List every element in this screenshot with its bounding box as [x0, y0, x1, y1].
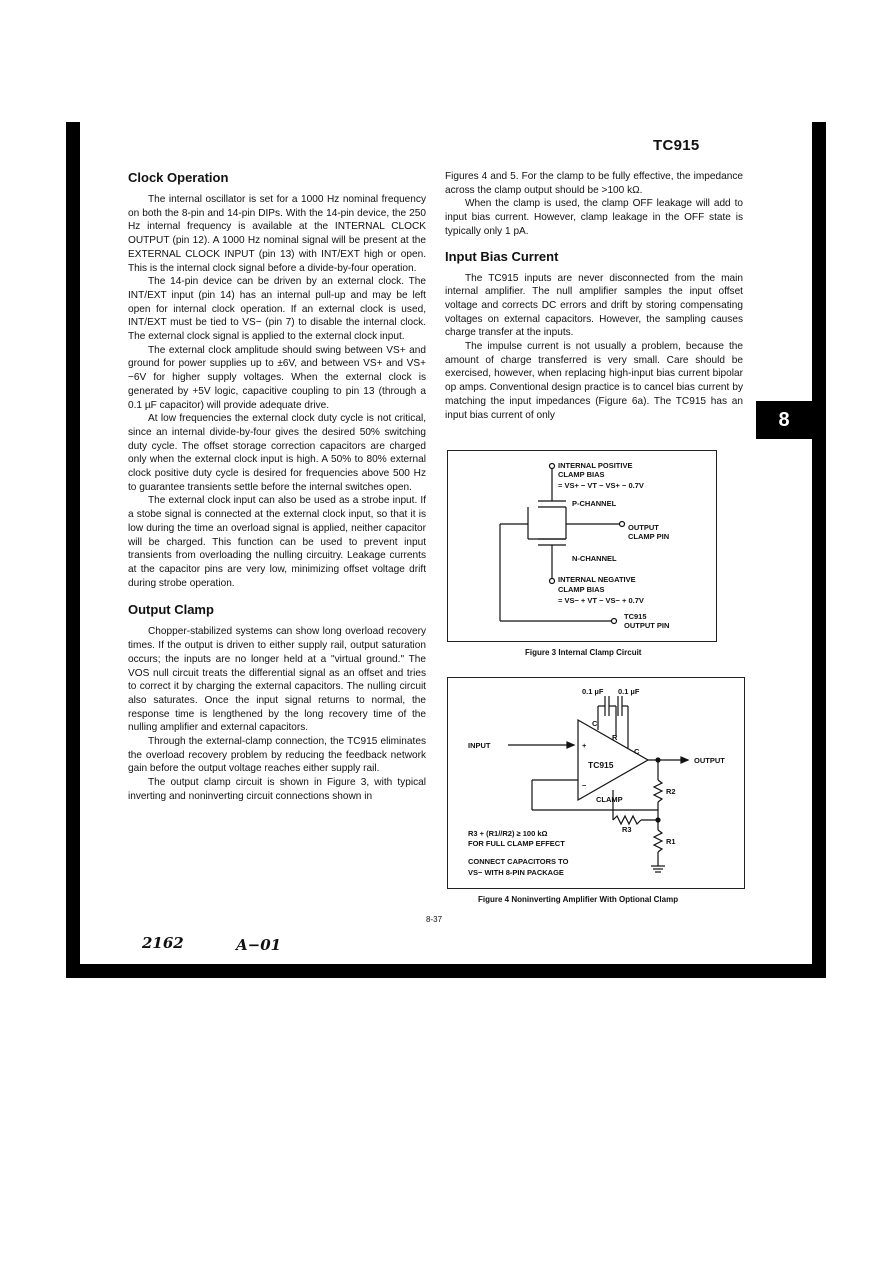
fig3-tc915-label: TC915 — [624, 612, 647, 621]
clock-paragraph-2: The 14-pin device can be driven by an external clock. The INT/EXT input (pin 14) has an internal pull-up and may be left open for internal clock operation. If an external clock is used, INT/EXT must be tied to VS− (pin 7) to disable the internal clock. The external clock signal is applied to the external clock input. — [128, 276, 426, 343]
fig3-pos-bias-label-1: INTERNAL POSITIVE — [558, 461, 633, 470]
figure-3-box — [447, 450, 717, 642]
fig3-n-channel-label: N-CHANNEL — [572, 554, 617, 563]
clock-paragraph-1: The internal oscillator is set for a 1000 Hz nominal frequency on both the 8-pin and 14-pin DIPs. With the 14-pin device, the 250 Hz internal frequency is available at the INTERNAL CLOCK OUTPUT (pin 12). A 1000 Hz nominal signal will be present at the EXTERNAL CLOCK INPUT (pin 13) with INT/EXT high or open. This is the internal clock signal before a divide-by-four operation. — [128, 194, 426, 274]
figure-3-caption: Figure 3 Internal Clamp Circuit — [525, 648, 642, 657]
fig3-output-pin-label: OUTPUT PIN — [624, 621, 670, 630]
fig3-output-label-1: OUTPUT — [628, 523, 659, 532]
left-column — [128, 170, 426, 804]
section-tab: 8 — [756, 401, 812, 439]
fig3-neg-bias-label-3: = VS− + VT − VS− + 0.7V — [558, 596, 644, 605]
clock-operation-heading: Clock Operation — [128, 170, 229, 185]
fig4-r1-label: R1 — [666, 837, 676, 846]
fig3-output-label-2: CLAMP PIN — [628, 532, 670, 541]
fig4-note-3: CONNECT CAPACITORS TO — [468, 857, 569, 866]
fig4-amp-label: TC915 — [588, 760, 614, 770]
fig3-neg-bias-label-1: INTERNAL NEGATIVE — [558, 575, 636, 584]
fig4-minus-label: − — [582, 781, 587, 790]
input-bias-paragraph-1: The TC915 inputs are never disconnected from the main internal amplifier. The null amplifier samples the input offset voltage and corrects DC errors and drift by storing compensating voltages on external capacitors. However, the sampling causes charge transfer at the inputs. — [445, 272, 743, 339]
fig4-cap2-label: 0.1 µF — [618, 687, 640, 696]
scan-border-right — [812, 122, 826, 978]
fig4-cap1-label: 0.1 µF — [582, 687, 604, 696]
clamp-continued-paragraph: Figures 4 and 5. For the clamp to be fully effective, the impedance across the clamp output should be >100 kΩ. — [445, 171, 743, 196]
internal-clamp-circuit-diagram — [448, 451, 716, 641]
scan-border-left — [66, 122, 80, 978]
fig4-note-4: VS− WITH 8-PIN PACKAGE — [468, 868, 564, 877]
fig4-note-1: R3 + (R1//R2) ≥ 100 kΩ — [468, 829, 548, 838]
figure-4-caption: Figure 4 Noninverting Amplifier With Optional Clamp — [478, 895, 679, 904]
fig3-p-channel-label: P-CHANNEL — [572, 499, 617, 508]
page-number: 8-37 — [426, 915, 443, 924]
fig4-r-label: R — [612, 733, 618, 742]
handwritten-note-2: A−01 — [236, 936, 282, 954]
clamp-paragraph-1: Chopper-stabilized systems can show long overload recovery times. If the output is driven to either supply rail, output saturation occurs; the inputs are no longer held at a "virtual ground." The VOS null circuit treats the differential signal as an offset and tries to correct it by charging the external capacitors. The nulling circuit also saturates. Once the input signal returns to normal, the response time is lengthened by the long recovery time of the nulling amplifier and external capacitors. — [128, 626, 426, 734]
input-bias-paragraph-2: The impulse current is not usually a problem, because the amount of charge transferred is very small. Care should be exercised, however, when replacing high-input bias current bipolar op amps. Conventional design practice is to cancel bias current by matching the input impedances (Figure 6a). The TC915 has an input bias current of only — [445, 341, 743, 421]
fig4-c-right-label: C — [634, 747, 640, 756]
fig4-r3-label: R3 — [622, 825, 632, 834]
clamp-leakage-paragraph: When the clamp is used, the clamp OFF leakage will add to input bias current. However, clamp leakage in the OFF state is typically only 1 pA. — [445, 198, 743, 237]
fig4-plus-label: + — [582, 741, 587, 750]
clamp-paragraph-3: The output clamp circuit is shown in Figure 3, with typical inverting and noninverting circuit connections shown in — [128, 777, 426, 802]
noninverting-amplifier-diagram — [448, 678, 744, 888]
part-number-header: TC915 — [653, 137, 700, 154]
fig4-clamp-label: CLAMP — [596, 795, 623, 804]
fig4-r2-label: R2 — [666, 787, 676, 796]
figure-4-box — [447, 677, 745, 889]
right-column — [445, 170, 743, 422]
fig4-output-label: OUTPUT — [694, 756, 725, 765]
fig3-pos-bias-label-3: = VS+ − VT − VS+ − 0.7V — [558, 481, 644, 490]
fig4-input-label: INPUT — [468, 741, 491, 750]
fig4-note-2: FOR FULL CLAMP EFFECT — [468, 839, 565, 848]
scan-border-bottom — [66, 964, 826, 978]
fig3-pos-bias-label-2: CLAMP BIAS — [558, 470, 605, 479]
clamp-paragraph-2: Through the external-clamp connection, the TC915 eliminates the overload recovery problem by reducing the feedback network gain before the output voltage reaches either supply rail. — [128, 736, 426, 775]
output-clamp-heading: Output Clamp — [128, 602, 214, 618]
clock-paragraph-5: The external clock input can also be used as a strobe input. If a stobe signal is connected at the external clock input, so that it is low during the time an overload signal is applied, neither capacitor will be charged. This function can be used to prevent input transients from overloading the nulling circuitry. Leakage currents at the capacitor pins are very low, minimizing offset voltage drift during strobe operation. — [128, 495, 426, 589]
datasheet-page — [80, 122, 812, 964]
fig3-neg-bias-label-2: CLAMP BIAS — [558, 585, 605, 594]
clock-paragraph-3: The external clock amplitude should swing between VS+ and ground for power supplies up to ±6V, and between VS+ and VS+ −6V for higher supply voltages. When the external clock is generated by +5V logic, capacitive coupling to pin 13 (through a 0.1 µF capacitor) will provide adequate drive. — [128, 344, 426, 411]
input-bias-heading: Input Bias Current — [445, 248, 559, 264]
clock-paragraph-4: At low frequencies the external clock duty cycle is not critical, since an internal divide-by-four gives the desired 50% switching duty cycle. The offset storage correction capacitors are charged only when the external clock input is high. A 50% to 80% external clock positive duty cycle is desired for frequencies above 500 Hz to guarantee transients settle before the internal switches open. — [128, 413, 426, 493]
fig4-c-left-label: C — [592, 719, 598, 728]
handwritten-note-1: 2162 — [142, 934, 184, 952]
